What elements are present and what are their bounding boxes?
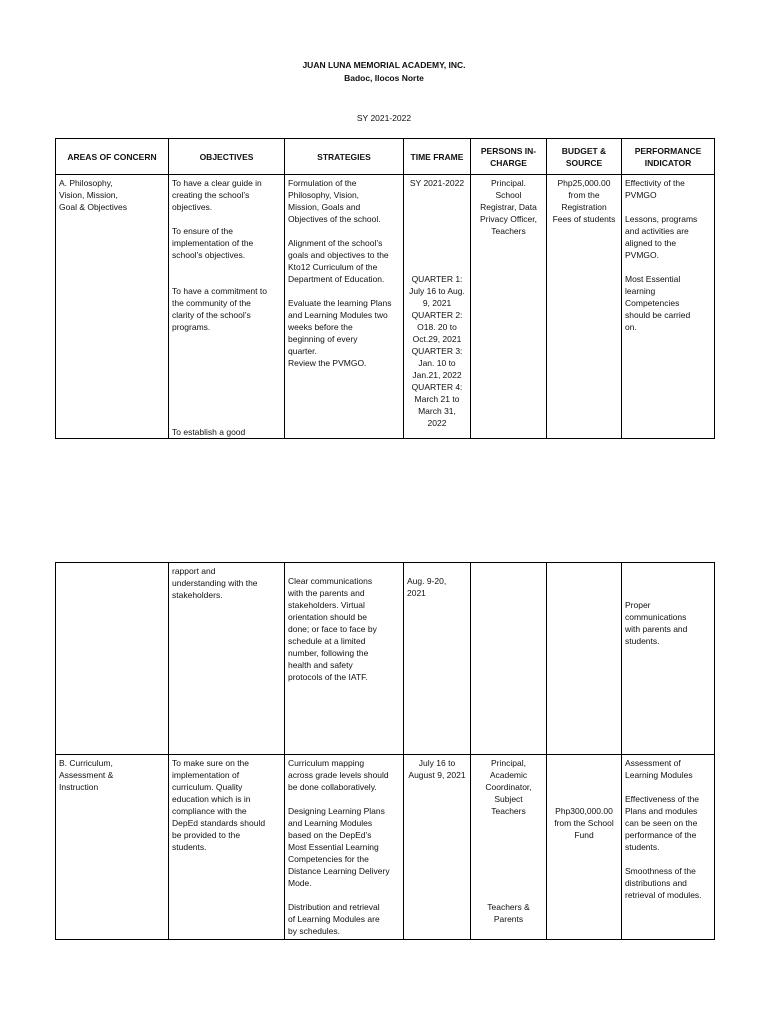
- col-objectives: OBJECTIVES: [169, 139, 285, 175]
- area-cell: A. Philosophy, Vision, Mission, Goal & Objectives: [56, 175, 169, 439]
- objectives-cell: To make sure on the implementation of curriculum. Quality education which is in compliance with the DepEd standards should be provided to the students.: [169, 755, 285, 940]
- area-cell: [56, 563, 169, 755]
- budget-cell: Php25,000.00 from the Registration Fees of students: [547, 175, 622, 439]
- strategies-cell: Curriculum mapping across grade levels should be done collaboratively. Designing Learning Plans and Learning Modules based on the DepEd’s Most Essential Learning Competencies for the Distance Learning Delivery Mode. Distribution and retrieval of Learning Modules are by schedules.: [285, 755, 404, 940]
- col-performance-indicator: PERFORMANCE INDICATOR: [622, 139, 715, 175]
- col-persons-in-charge: PERSONS IN- CHARGE: [471, 139, 547, 175]
- table-row: [56, 175, 715, 439]
- table-row: [56, 563, 715, 755]
- strategies-cell: Clear communications with the parents and stakeholders. Virtual orientation should be done; or face to face by schedule at a limited number, following the health and safety protocols of the IATF.: [285, 563, 404, 755]
- area-cell: B. Curriculum, Assessment & Instruction: [56, 755, 169, 940]
- col-budget-source: BUDGET & SOURCE: [547, 139, 622, 175]
- table-row: [56, 755, 715, 940]
- indicator-cell: Proper communications with parents and students.: [622, 563, 715, 755]
- plan-table-part2: [55, 562, 715, 940]
- school-location: Badoc, Ilocos Norte: [344, 73, 424, 83]
- objectives-cell: rapport and understanding with the stakeholders.: [169, 563, 285, 755]
- objectives-cell: To have a clear guide in creating the school’s objectives. To ensure of the implementation of the school’s objectives. To have a commitment to the community of the clarity of the school’s programs. To establish a good: [169, 175, 285, 439]
- col-areas-of-concern: AREAS OF CONCERN: [56, 139, 169, 175]
- strategies-cell: Formulation of the Philosophy, Vision, Mission, Goals and Objectives of the school. Alignment of the school’s goals and objectives to the Kto12 Curriculum of the Department of Education. Evaluate the learning Plans and Learning Modules two weeks before the beginning of every quarter. Review the PVMGO.: [285, 175, 404, 439]
- indicator-cell: Effectivity of the PVMGO Lessons, programs and activities are aligned to the PVMGO. Most Essential learning Competencies should be carried on.: [622, 175, 715, 439]
- budget-cell: Php300,000.00 from the School Fund: [547, 755, 622, 940]
- plan-table-part1: [55, 138, 715, 439]
- persons-cell: Principal. School Registrar, Data Privacy Officer, Teachers: [471, 175, 547, 439]
- time-frame-cell: SY 2021-2022 QUARTER 1: July 16 to Aug. 9, 2021 QUARTER 2: O18. 20 to Oct.29, 2021 QUARTER 3: Jan. 10 to Jan.21, 2022 QUARTER 4: March 21 to March 31, 2022: [404, 175, 471, 439]
- time-frame-cell: Aug. 9-20, 2021: [404, 563, 471, 755]
- col-time-frame: TIME FRAME: [404, 139, 471, 175]
- school-name: JUAN LUNA MEMORIAL ACADEMY, INC.: [302, 60, 466, 70]
- budget-cell: [547, 563, 622, 755]
- indicator-cell: Assessment of Learning Modules Effectiveness of the Plans and modules can be seen on the performance of the students. Smoothness of the distributions and retrieval of modules.: [622, 755, 715, 940]
- time-frame-cell: July 16 to August 9, 2021: [404, 755, 471, 940]
- persons-cell: Principal, Academic Coordinator, Subject Teachers Teachers & Parents: [471, 755, 547, 940]
- school-year: SY 2021-2022: [356, 113, 412, 123]
- col-strategies: STRATEGIES: [285, 139, 404, 175]
- persons-cell: [471, 563, 547, 755]
